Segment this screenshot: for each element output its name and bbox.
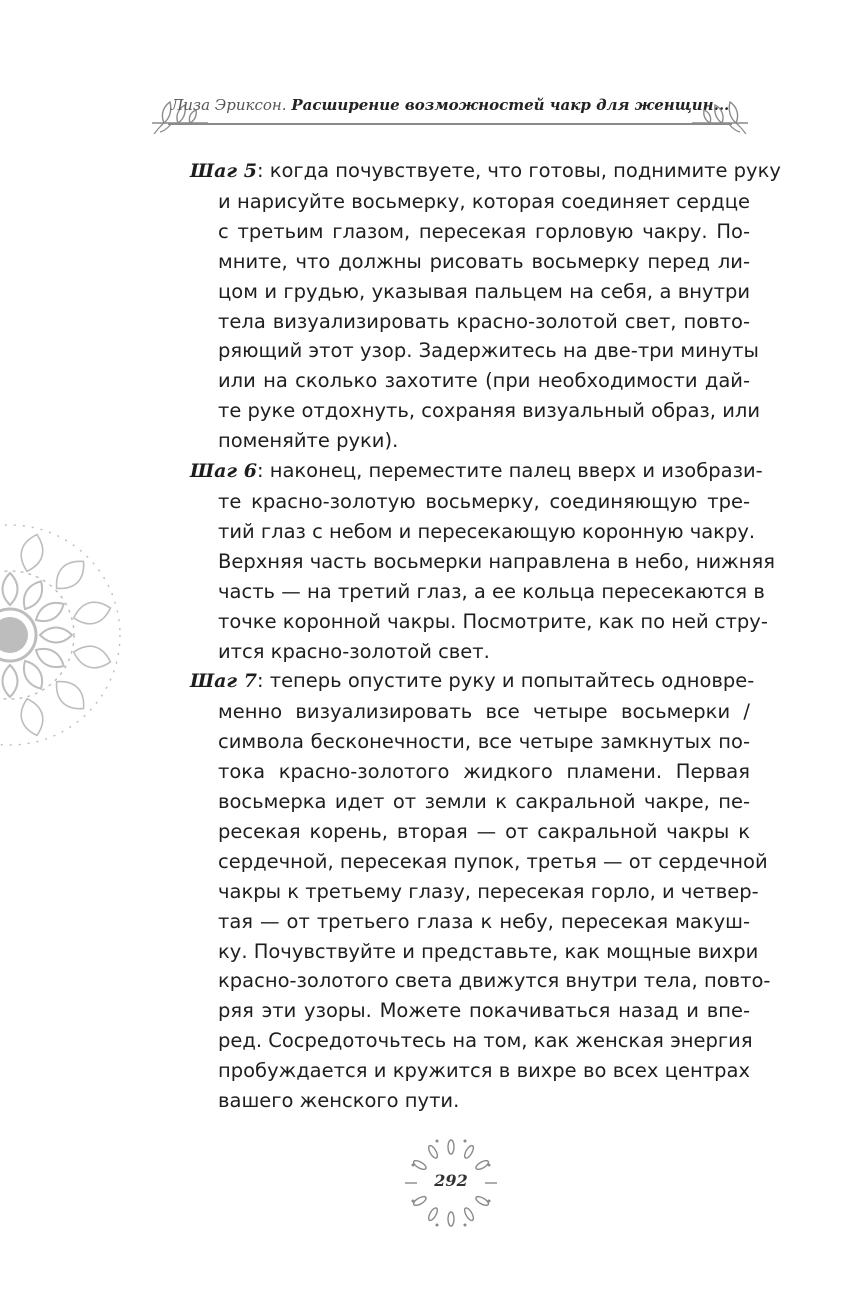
step-6 <box>190 456 775 666</box>
text-line: и нарисуйте восьмерку, которая соединяет сердце <box>218 189 750 213</box>
header-text <box>150 96 750 114</box>
text-line: или на сколько захотите (при необходимости дай- <box>218 369 750 393</box>
text-line: ку. Почувствуйте и представьте, как мощные вихри <box>218 939 759 963</box>
text-line: тий глаз с небом и пересекающую коронную чакру. <box>218 519 756 543</box>
step-label: Шаг 5 <box>190 160 257 182</box>
step-5 <box>190 156 781 456</box>
mandala-ornament <box>0 515 130 755</box>
text-line: те красно-золотую восьмерку, соединяющую тре- <box>218 489 750 513</box>
text-line: ряющий этот узор. Задержитесь на две-три минуты <box>218 339 759 363</box>
text-line: пробуждается и кружится в вихре во всех центрах <box>218 1059 750 1083</box>
step-7 <box>190 666 771 1116</box>
text-line: Верхняя часть восьмерки направлена в небо, нижняя <box>218 549 775 573</box>
text-line: ред. Сосредоточьтесь на том, как женская энергия <box>218 1029 753 1053</box>
running-header <box>150 86 750 136</box>
header-author: Лиза Эриксон. <box>170 96 287 114</box>
text-line: тела визуализировать красно-золотой свет, повто- <box>218 309 750 333</box>
body-text <box>190 156 781 1116</box>
text-line: с третьим глазом, пересекая горловую чакру. По- <box>218 219 750 243</box>
text-line: точке коронной чакры. Посмотрите, как по ней стру- <box>218 609 768 633</box>
text-line: те руке отдохнуть, сохраняя визуальный образ, или <box>218 399 761 423</box>
text-line: поменяйте руки). <box>218 429 399 453</box>
text-line: сердечной, пересекая пупок, третья — от сердечной <box>218 849 768 873</box>
header-rule <box>168 123 732 125</box>
page-number: 292 <box>434 1171 468 1190</box>
text-line: мните, что должны рисовать восьмерку перед ли- <box>218 249 750 273</box>
text-line: вашего женского пути. <box>218 1089 460 1113</box>
text-line: : наконец, переместите палец вверх и изобрази- <box>256 459 763 483</box>
text-line: часть — на третий глаз, а ее кольца пересекаются в <box>218 579 765 603</box>
text-line: тока красно-золотого жидкого пламени. Первая <box>218 760 750 784</box>
text-line: восьмерка идет от земли к сакральной чакре, пе- <box>218 790 750 814</box>
text-line: тая — от третьего глаза к небу, пересекая макуш- <box>218 909 750 933</box>
step-label: Шаг 6 <box>190 460 257 483</box>
page-footer <box>403 1135 499 1231</box>
text-line: ряя эти узоры. Можете покачиваться назад и впе- <box>218 999 750 1023</box>
leaf-branch-ornament-right <box>690 94 750 134</box>
text-line: : когда почувствуете, что готовы, поднимите руку <box>256 159 781 182</box>
text-line: чакры к третьему глазу, пересекая горло, и четвер- <box>218 879 759 903</box>
text-line: : теперь опустите руку и попытайтесь одновре- <box>256 669 755 693</box>
header-book-title: Расширение возможностей чакр для женщин... <box>291 96 730 114</box>
text-line: менно визуализировать все четыре восьмерки / <box>218 700 750 724</box>
text-line: ресекая корень, вторая — от сакральной чакры к <box>218 819 750 843</box>
text-line: красно-золотого света движутся внутри тела, повто- <box>218 969 771 993</box>
text-line: символа бесконечности, все четыре замкнутых по- <box>218 730 750 754</box>
step-label: Шаг 7 <box>190 670 257 693</box>
text-line: цом и грудью, указывая пальцем на себя, а внутри <box>218 279 750 303</box>
text-line: ится красно-золотой свет. <box>218 639 490 663</box>
